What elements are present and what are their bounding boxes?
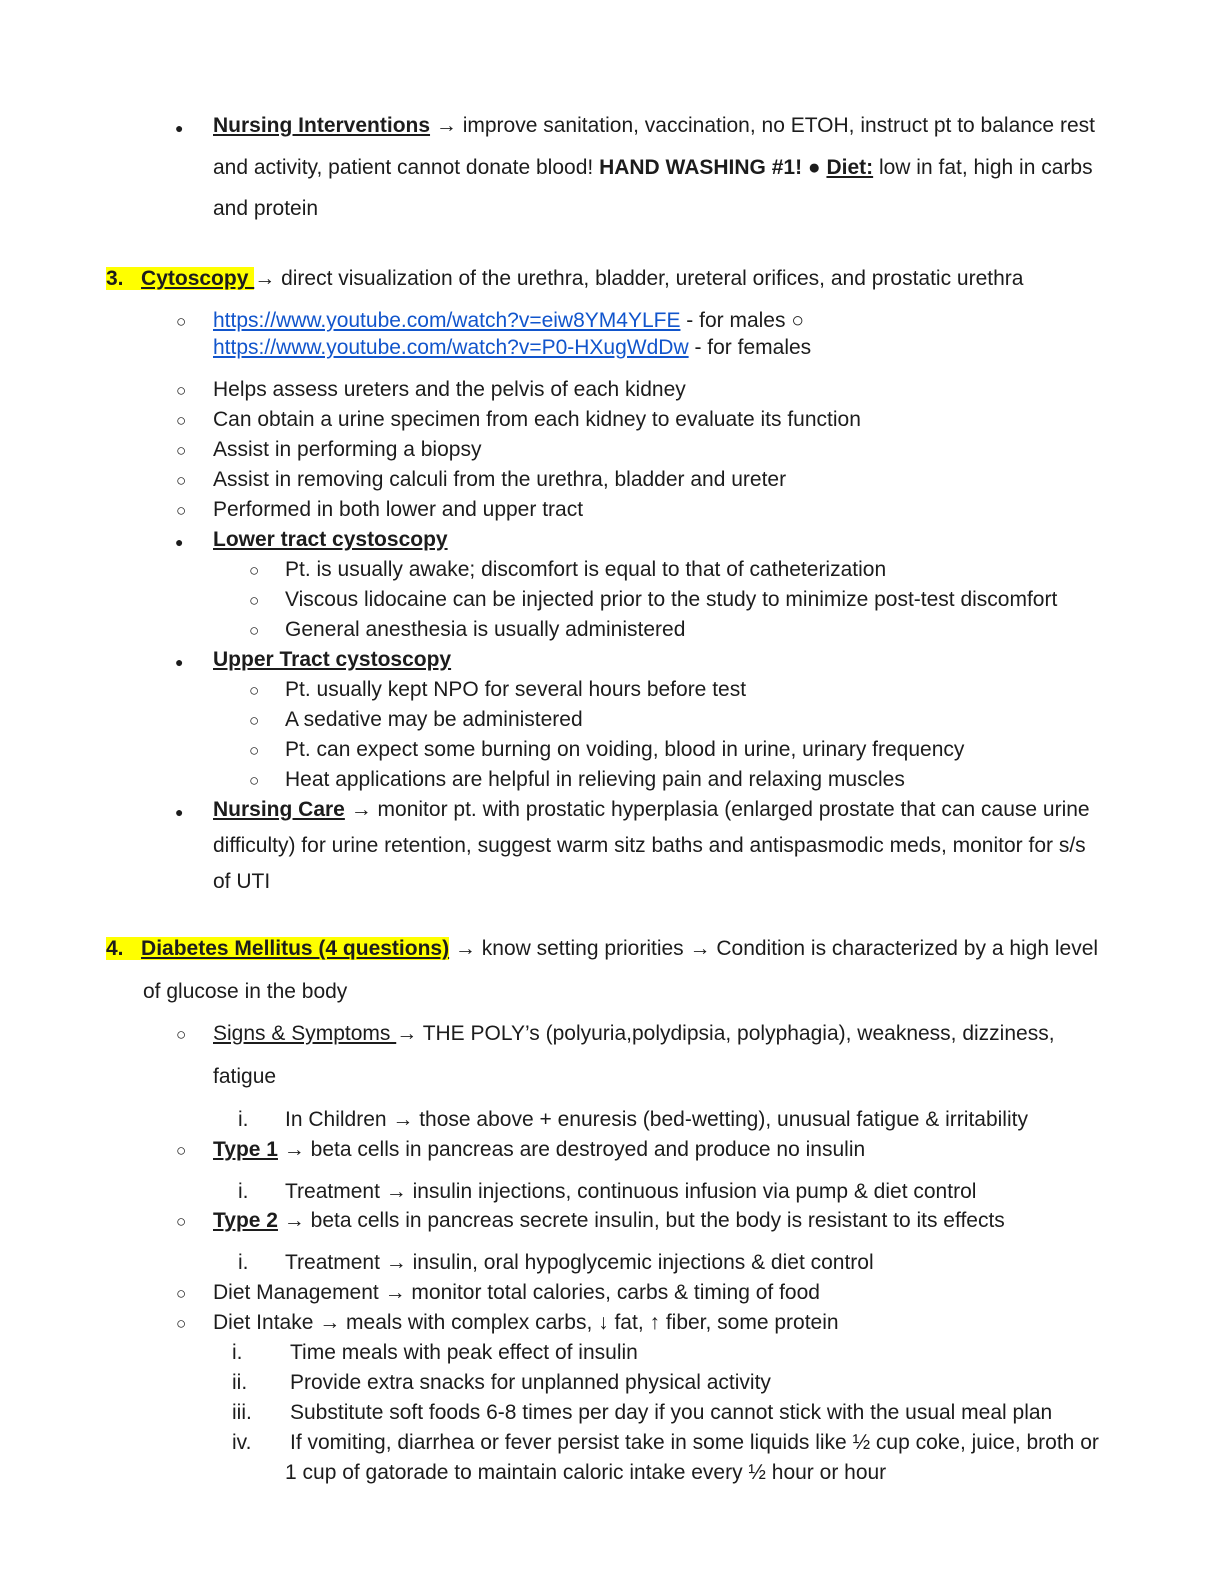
list-number: i. bbox=[238, 1251, 249, 1274]
list-item: Time meals with peak effect of insulin bbox=[290, 1341, 638, 1364]
type-2-label: Type 2 bbox=[213, 1209, 278, 1232]
hollow-bullet-icon: ○ bbox=[176, 1314, 187, 1333]
section-title: Cytoscopy bbox=[141, 267, 255, 290]
list-item: Pt. is usually awake; discomfort is equal to that of catheterization bbox=[285, 558, 887, 581]
list-number: ii. bbox=[232, 1371, 248, 1394]
list-item: Performed in both lower and upper tract bbox=[213, 498, 584, 521]
list-item: Pt. can expect some burning on voiding, blood in urine, urinary frequency bbox=[285, 738, 965, 761]
hollow-bullet-icon: ○ bbox=[249, 681, 260, 700]
list-number: i. bbox=[232, 1341, 243, 1364]
hand-washing-emphasis: HAND WASHING #1! bbox=[599, 156, 803, 179]
hollow-bullet-icon: ○ bbox=[176, 381, 187, 400]
nursing-care-line-1: Nursing Care → monitor pt. with prostatic hyperplasia (enlarged prostate that can cause urine bbox=[213, 798, 1090, 821]
list-item-continuation: 1 cup of gatorade to maintain caloric intake every ½ hour or hour bbox=[285, 1461, 887, 1484]
lower-tract-heading: Lower tract cystoscopy bbox=[213, 528, 448, 551]
list-item: Substitute soft foods 6-8 times per day if you cannot stick with the usual meal plan bbox=[290, 1401, 1053, 1424]
nursing-interventions-line-1: Nursing Interventions → improve sanitation, vaccination, no ETOH, instruct pt to balance rest bbox=[213, 114, 1095, 137]
section-title: Diabetes Mellitus (4 questions) bbox=[141, 937, 450, 960]
hollow-bullet-icon: ○ bbox=[176, 1141, 187, 1160]
hollow-bullet-icon: ○ bbox=[176, 1025, 187, 1044]
bullet-icon: ● bbox=[175, 120, 184, 136]
list-item: Can obtain a urine specimen from each kidney to evaluate its function bbox=[213, 408, 861, 431]
list-item: In Children → those above + enuresis (bed-wetting), unusual fatigue & irritability bbox=[285, 1108, 1028, 1131]
diet-intake-item: Diet Intake → meals with complex carbs, ↓ fat, ↑ fiber, some protein bbox=[213, 1311, 839, 1334]
section-3-heading: 3. Cytoscopy → direct visualization of the urethra, bladder, ureteral orifices, and prostatic urethra bbox=[106, 267, 1024, 290]
diet-label: Diet: bbox=[826, 156, 874, 179]
list-number: iii. bbox=[232, 1401, 252, 1424]
hollow-bullet-icon: ○ bbox=[176, 1284, 187, 1303]
list-item: Provide extra snacks for unplanned physical activity bbox=[290, 1371, 771, 1394]
section-4-heading: 4. Diabetes Mellitus (4 questions) → know setting priorities → Condition is characterized by a high level bbox=[106, 937, 1099, 960]
hollow-bullet-icon: ○ bbox=[249, 771, 260, 790]
diet-management-item: Diet Management → monitor total calories, carbs & timing of food bbox=[213, 1281, 820, 1304]
hollow-bullet-icon: ○ bbox=[176, 441, 187, 460]
list-item: Pt. usually kept NPO for several hours before test bbox=[285, 678, 747, 701]
type-1-label: Type 1 bbox=[213, 1138, 278, 1161]
hollow-bullet-icon: ○ bbox=[176, 501, 187, 520]
nursing-interventions-label: Nursing Interventions bbox=[213, 114, 431, 137]
hollow-bullet-icon: ○ bbox=[176, 1212, 187, 1231]
hollow-bullet-icon: ○ bbox=[176, 312, 187, 331]
type-2-line: Type 2 → beta cells in pancreas secrete insulin, but the body is resistant to its effects bbox=[213, 1209, 1005, 1232]
hollow-bullet-icon: ○ bbox=[249, 591, 260, 610]
list-item: Viscous lidocaine can be injected prior to the study to minimize post-test discomfort bbox=[285, 588, 1058, 611]
signs-symptoms-label: Signs & Symptoms bbox=[213, 1022, 397, 1045]
hollow-bullet-icon: ○ bbox=[249, 621, 260, 640]
nursing-interventions-line-3: and protein bbox=[213, 197, 319, 220]
video-link-males[interactable]: https://www.youtube.com/watch?v=eiw8YM4YLFE bbox=[213, 309, 681, 332]
type-1-line: Type 1 → beta cells in pancreas are destroyed and produce no insulin bbox=[213, 1138, 866, 1161]
nursing-care-line-2: difficulty) for urine retention, suggest warm sitz baths and antispasmodic meds, monitor for s/s bbox=[213, 834, 1086, 857]
signs-symptoms-line: Signs & Symptoms → THE POLY’s (polyuria,polydipsia, polyphagia), weakness, dizziness, bbox=[213, 1022, 1055, 1045]
signs-symptoms-continuation: fatigue bbox=[213, 1065, 277, 1088]
list-item: A sedative may be administered bbox=[285, 708, 583, 731]
list-number: iv. bbox=[232, 1431, 252, 1454]
hollow-bullet-icon: ○ bbox=[249, 711, 260, 730]
bullet-icon: ● bbox=[175, 654, 184, 670]
list-item: Treatment → insulin, oral hypoglycemic injections & diet control bbox=[285, 1251, 874, 1274]
nursing-care-label: Nursing Care bbox=[213, 798, 345, 821]
hollow-bullet-icon: ○ bbox=[176, 411, 187, 430]
list-item: Treatment → insulin injections, continuous infusion via pump & diet control bbox=[285, 1180, 977, 1203]
section-number: 3. bbox=[106, 267, 124, 290]
video-link-line-1: https://www.youtube.com/watch?v=eiw8YM4YLFE - for males ○ bbox=[213, 309, 805, 332]
list-number: i. bbox=[238, 1180, 249, 1203]
list-item: General anesthesia is usually administered bbox=[285, 618, 686, 641]
section-4-continuation: of glucose in the body bbox=[143, 980, 348, 1003]
video-link-line-2: https://www.youtube.com/watch?v=P0-HXugWdDw - for females bbox=[213, 336, 812, 359]
hollow-bullet-icon: ○ bbox=[249, 561, 260, 580]
upper-tract-heading: Upper Tract cystoscopy bbox=[213, 648, 452, 671]
video-link-females[interactable]: https://www.youtube.com/watch?v=P0-HXugWdDw bbox=[213, 336, 689, 359]
list-item: Assist in removing calculi from the urethra, bladder and ureter bbox=[213, 468, 787, 491]
section-number: 4. bbox=[106, 937, 124, 960]
bullet-icon: ● bbox=[175, 534, 184, 550]
list-item: If vomiting, diarrhea or fever persist take in some liquids like ½ cup coke, juice, broth or bbox=[290, 1431, 1099, 1454]
list-number: i. bbox=[238, 1108, 249, 1131]
nursing-care-line-3: of UTI bbox=[213, 870, 271, 893]
hollow-bullet-icon: ○ bbox=[176, 471, 187, 490]
bullet-icon: ● bbox=[175, 804, 184, 820]
nursing-interventions-line-2: and activity, patient cannot donate blood! HAND WASHING #1! ● Diet: low in fat, high in carbs bbox=[213, 156, 1093, 179]
hollow-bullet-icon: ○ bbox=[249, 741, 260, 760]
list-item: Helps assess ureters and the pelvis of each kidney bbox=[213, 378, 686, 401]
list-item: Heat applications are helpful in relieving pain and relaxing muscles bbox=[285, 768, 905, 791]
list-item: Assist in performing a biopsy bbox=[213, 438, 482, 461]
